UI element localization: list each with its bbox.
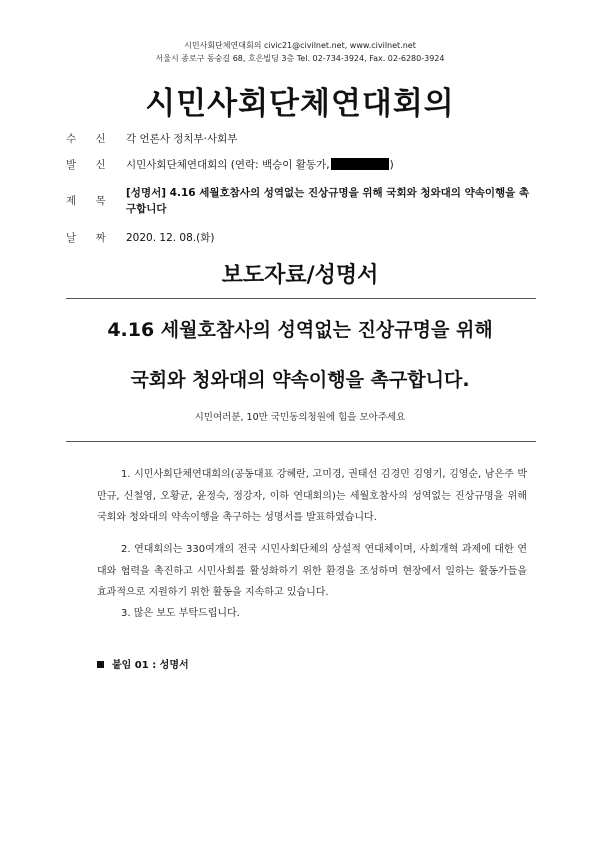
header-contact-line: 시민사회단체연대회의 civic21@civilnet.net, www.civilnet.net [184,41,416,50]
body-paragraph-2: 2. 연대회의는 330여개의 전국 시민사회단체의 상설적 연대체이며, 사회개혁 과제에 대한 연대와 협력을 촉진하고 시민사회를 활성화하기 위한 환경을 조성하며 현장에서 일하는 활동가들을 효과적으로 지원하기 위한 활동을 지속하고 있습니다. [97,544,527,598]
headline-line-1: 4.16 세월호참사의 성역없는 진상규명을 위해 [107,319,493,341]
sender-close-paren: ) [389,159,394,171]
subject-label: 제 목 [66,195,114,207]
meta-subject-row [66,185,536,217]
headline-line-2: 국회와 청와대의 약속이행을 촉구합니다. [130,369,470,391]
attachment-label: 붙임 01 : 성명서 [112,660,189,671]
top-divider [66,298,536,299]
report-type-heading: 보도자료/성명서 [221,263,379,288]
date-value: 2020. 12. 08.(화) [126,232,215,244]
sender-contact-text: 시민사회단체연대회의 (연락: 백승이 활동가, [126,159,330,171]
date-label: 날 짜 [66,232,114,244]
header-address-line: 서울시 종로구 동숭길 68, 호은빌딩 3층 Tel. 02-734-3924, Fax. 02-6280-3924 [155,54,445,63]
subtitle: 시민여러분, 10만 국민동의청원에 힘을 모아주세요 [194,412,406,423]
meta-date-row [66,230,536,246]
meta-sender-row [66,157,536,173]
square-bullet-icon [97,661,104,668]
bottom-divider [66,441,536,442]
meta-recipient-row [66,131,536,147]
organization-title: 시민사회단체연대회의 [145,86,455,122]
attachment-line [97,656,189,671]
recipient-label: 수 신 [66,133,114,145]
recipient-value: 각 언론사 정치부·사회부 [126,133,238,145]
body-paragraph-1: 1. 시민사회단체연대회의(공동대표 강혜란, 고미경, 권태선 김경민 김영기, 김영순, 남은주 박만규, 신철영, 오황균, 윤정숙, 정강자, 이하 연대회의)는 세월호참사의 성역없는 진상규명을 위해 국회와 청와대의 약속이행을 촉구하는 성명서를 발표하였습니다. [97,469,527,523]
subject-value: [성명서] 4.16 세월호참사의 성역없는 진상규명을 위해 국회와 청와대의 약속이행을 촉구합니다 [126,187,530,215]
body-paragraph-3: 3. 많은 보도 부탁드립니다. [121,608,240,619]
redaction-box [331,158,389,170]
sender-label: 발 신 [66,159,114,171]
sender-value [126,157,536,173]
